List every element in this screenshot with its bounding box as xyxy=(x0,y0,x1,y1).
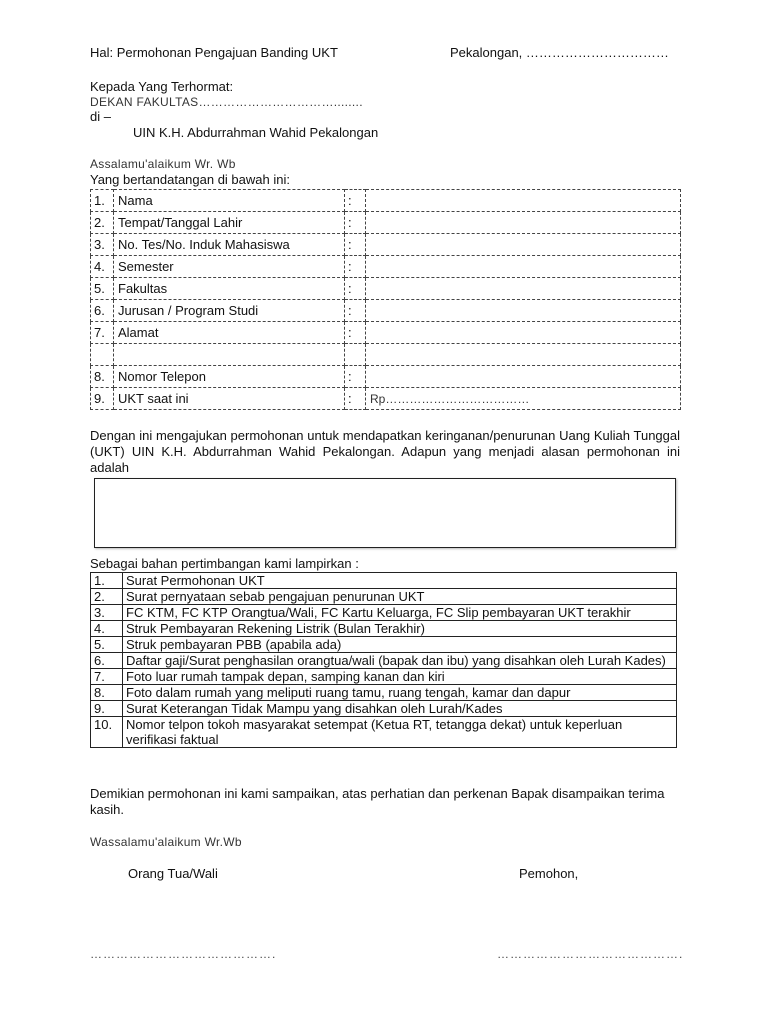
identity-row-label: Alamat xyxy=(114,322,345,344)
recipient-greeting: Kepada Yang Terhormat: xyxy=(90,79,234,94)
attachment-row xyxy=(91,669,677,685)
identity-row-value[interactable] xyxy=(366,256,681,278)
attachment-row xyxy=(91,621,677,637)
identity-row-label: UKT saat ini xyxy=(114,388,345,410)
attachment-number: 1. xyxy=(91,573,123,589)
identity-row xyxy=(91,322,681,344)
identity-row-number: 2. xyxy=(91,212,114,234)
letter-subject: Hal: Permohonan Pengajuan Banding UKT xyxy=(90,45,338,60)
identity-row xyxy=(91,344,681,366)
identity-row-colon: : xyxy=(345,190,366,212)
identity-row-number: 6. xyxy=(91,300,114,322)
opening-intro: Yang bertandatangan di bawah ini: xyxy=(90,172,290,187)
identity-row-colon xyxy=(345,344,366,366)
identity-row-colon: : xyxy=(345,256,366,278)
identity-row-colon: : xyxy=(345,212,366,234)
identity-row-number: 9. xyxy=(91,388,114,410)
signature-left-line: ……………………………………. xyxy=(90,947,277,961)
attachment-row xyxy=(91,653,677,669)
identity-row-value[interactable] xyxy=(366,344,681,366)
identity-row-value[interactable] xyxy=(366,366,681,388)
attachment-text: Foto dalam rumah yang meliputi ruang tamu, ruang tengah, kamar dan dapur xyxy=(123,685,677,701)
attachment-number: 10. xyxy=(91,717,123,748)
identity-row-number: 7. xyxy=(91,322,114,344)
identity-row-colon: : xyxy=(345,300,366,322)
attachment-text: Daftar gaji/Surat penghasilan orangtua/wali (bapak dan ibu) yang disahkan oleh Lurah Kades) xyxy=(123,653,677,669)
identity-row-label: Semester xyxy=(114,256,345,278)
identity-row-number: 8. xyxy=(91,366,114,388)
identity-row-value[interactable]: Rp……………………………… xyxy=(366,388,681,410)
attachment-text: Struk pembayaran PBB (apabila ada) xyxy=(123,637,677,653)
identity-row xyxy=(91,234,681,256)
identity-row xyxy=(91,190,681,212)
attachment-text: Surat Permohonan UKT xyxy=(123,573,677,589)
attachment-row xyxy=(91,605,677,621)
identity-row-label: Nomor Telepon xyxy=(114,366,345,388)
attachment-number: 9. xyxy=(91,701,123,717)
identity-row-label: Tempat/Tanggal Lahir xyxy=(114,212,345,234)
identity-row-value[interactable] xyxy=(366,300,681,322)
identity-row-value[interactable] xyxy=(366,278,681,300)
recipient-institution: UIN K.H. Abdurrahman Wahid Pekalongan xyxy=(133,125,379,140)
identity-row-number: 1. xyxy=(91,190,114,212)
attachment-number: 6. xyxy=(91,653,123,669)
attachment-number: 5. xyxy=(91,637,123,653)
closing-paragraph: Demikian permohonan ini kami sampaikan, atas perhatian dan perkenan Bapak disampaikan terima kasih. xyxy=(90,786,665,817)
attachment-text: Nomor telpon tokoh masyarakat setempat (Ketua RT, tetangga dekat) untuk keperluan verifikasi faktual xyxy=(123,717,677,748)
identity-row-label: Fakultas xyxy=(114,278,345,300)
identity-row xyxy=(91,300,681,322)
identity-row xyxy=(91,212,681,234)
attachment-row xyxy=(91,685,677,701)
attachment-number: 3. xyxy=(91,605,123,621)
identity-row-colon: : xyxy=(345,234,366,256)
identity-row-number xyxy=(91,344,114,366)
identity-row-value[interactable] xyxy=(366,212,681,234)
identity-row-colon: : xyxy=(345,366,366,388)
attachment-number: 8. xyxy=(91,685,123,701)
identity-row-colon: : xyxy=(345,388,366,410)
attachment-number: 2. xyxy=(91,589,123,605)
attachment-text: FC KTM, FC KTP Orangtua/Wali, FC Kartu Keluarga, FC Slip pembayaran UKT terakhir xyxy=(123,605,677,621)
attachments-intro: Sebagai bahan pertimbangan kami lampirkan : xyxy=(90,556,359,571)
identity-row xyxy=(91,366,681,388)
attachment-row xyxy=(91,589,677,605)
attachment-number: 4. xyxy=(91,621,123,637)
identity-table xyxy=(90,189,681,410)
identity-row-colon: : xyxy=(345,278,366,300)
identity-row-label xyxy=(114,344,345,366)
signature-right-line: ……………………………………. xyxy=(497,947,684,961)
attachment-text: Struk Pembayaran Rekening Listrik (Bulan Terakhir) xyxy=(123,621,677,637)
recipient-at: di – xyxy=(90,109,111,124)
identity-row-value[interactable] xyxy=(366,322,681,344)
attachment-row xyxy=(91,717,677,748)
identity-row xyxy=(91,388,681,410)
identity-row-value[interactable] xyxy=(366,190,681,212)
attachment-row xyxy=(91,637,677,653)
attachment-text: Foto luar rumah tampak depan, samping kanan dan kiri xyxy=(123,669,677,685)
signature-left-title: Orang Tua/Wali xyxy=(128,866,218,881)
attachment-row xyxy=(91,573,677,589)
identity-row-number: 5. xyxy=(91,278,114,300)
identity-row-colon: : xyxy=(345,322,366,344)
attachments-table xyxy=(90,572,677,748)
attachment-text: Surat Keterangan Tidak Mampu yang disahkan oleh Lurah/Kades xyxy=(123,701,677,717)
identity-row-number: 3. xyxy=(91,234,114,256)
identity-row-label: Nama xyxy=(114,190,345,212)
request-paragraph: Dengan ini mengajukan permohonan untuk mendapatkan keringanan/penurunan Uang Kuliah Tunggal (UKT) UIN K.H. Abdurrahman Wahid Pekalongan. Adapun yang menjadi alasan permohonan ini adalah xyxy=(90,428,680,475)
reason-box[interactable] xyxy=(94,478,676,548)
identity-row xyxy=(91,256,681,278)
identity-row xyxy=(91,278,681,300)
opening-salam: Assalamu'alaikum Wr. Wb xyxy=(90,157,236,171)
closing-salam: Wassalamu'alaikum Wr.Wb xyxy=(90,835,242,849)
identity-row-label: Jurusan / Program Studi xyxy=(114,300,345,322)
attachment-text: Surat pernyataan sebab pengajuan penurunan UKT xyxy=(123,589,677,605)
attachment-row xyxy=(91,701,677,717)
identity-row-value[interactable] xyxy=(366,234,681,256)
identity-row-label: No. Tes/No. Induk Mahasiswa xyxy=(114,234,345,256)
identity-row-number: 4. xyxy=(91,256,114,278)
attachment-number: 7. xyxy=(91,669,123,685)
recipient-dean: DEKAN FAKULTAS……………………………........ xyxy=(90,95,363,109)
place-date: Pekalongan, …………………………… xyxy=(450,45,669,60)
signature-right-title: Pemohon, xyxy=(519,866,579,881)
